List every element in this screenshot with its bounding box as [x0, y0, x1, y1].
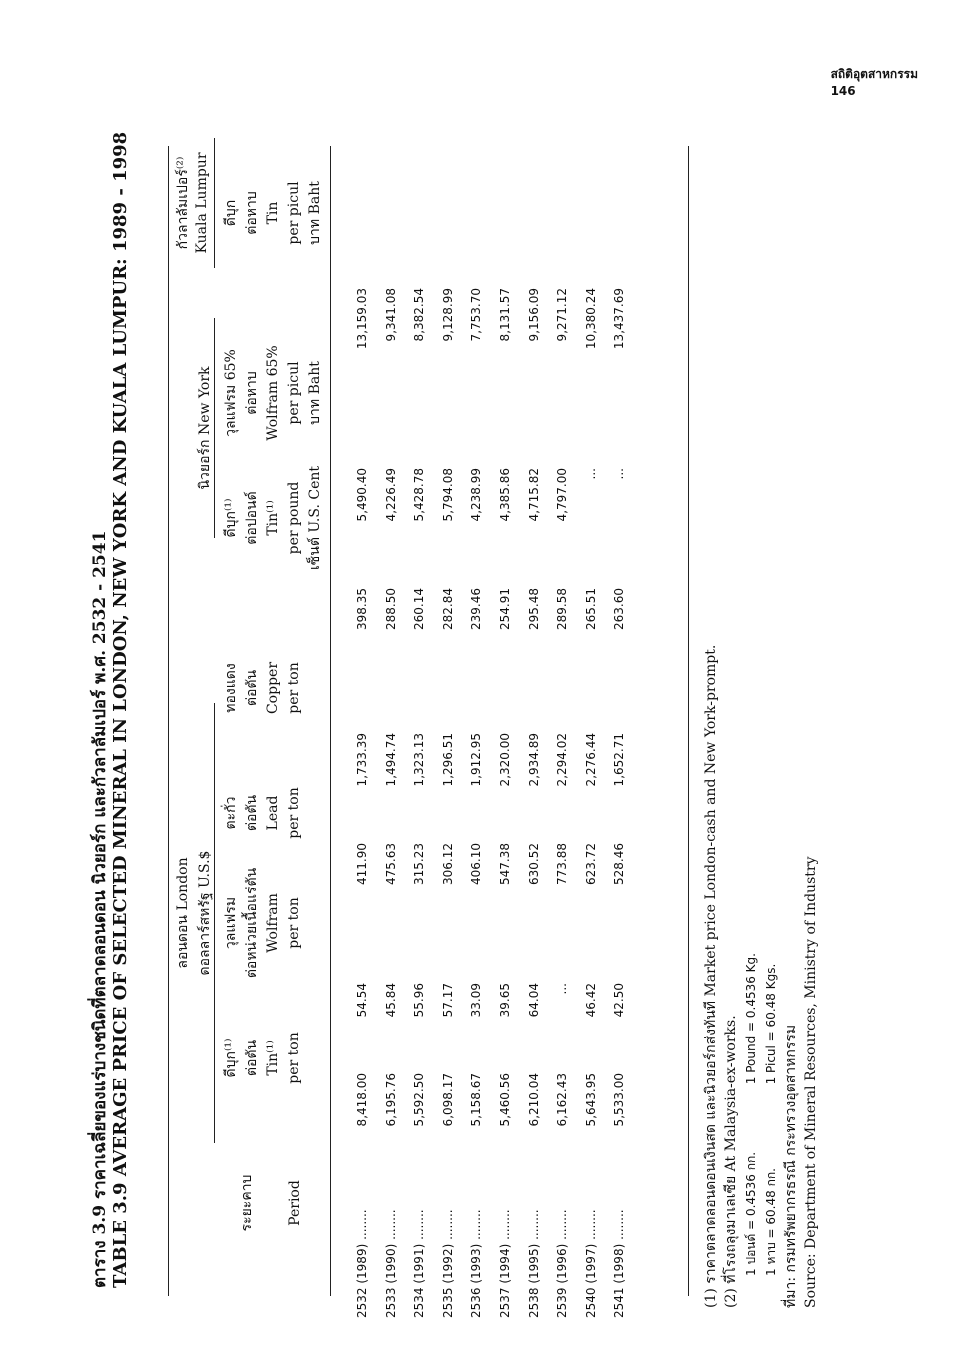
- column-header-1: [222, 1003, 327, 1113]
- row-value: 5,533.00: [612, 1073, 627, 1127]
- column-header-3: [222, 768, 327, 858]
- column-header-unit2: เซ็นต์ U.S. Cent: [307, 466, 323, 570]
- table-title-thai: ตาราง 3.9 ราคาเฉลี่ยของแร่บางชนิดที่ตลาดลอนดอน นิวยอร์ก และกัวลาลัมเปอร์ พ.ศ. 2532 - 2541: [90, 530, 110, 1288]
- row-value: 10,380.24: [583, 288, 598, 350]
- row-value: 282.84: [440, 588, 455, 630]
- column-header-unit2: [306, 848, 327, 998]
- column-header-th2: ต่อตัน: [244, 669, 260, 707]
- row-value: 7,753.70: [469, 288, 484, 342]
- row-value: 5,643.95: [583, 1073, 598, 1127]
- row-value: 547.38: [498, 843, 512, 885]
- row-value: 289.58: [555, 588, 570, 630]
- row-value: 6,162.43: [555, 1073, 570, 1127]
- column-header-0: [238, 1143, 358, 1263]
- row-value: 773.88: [555, 843, 570, 885]
- row-value: 4,385.86: [498, 468, 512, 522]
- table-row: [551, 158, 576, 1318]
- row-value: 33.09: [469, 983, 484, 1018]
- column-header-unit2: [306, 638, 327, 738]
- page-header-title: สถิติอุตสาหกรรม: [830, 67, 918, 81]
- row-value: 8,131.57: [498, 288, 512, 342]
- row-value: 64.04: [526, 983, 541, 1018]
- row-period: 2536 (1993) ........: [469, 1209, 484, 1318]
- row-value: 2,294.02: [555, 733, 570, 787]
- column-header-th: ระยะคาบ: [239, 1174, 255, 1232]
- newyork-underline: [214, 318, 215, 538]
- row-value: 46.42: [583, 983, 598, 1018]
- column-header-th: ตะกั่ว: [223, 796, 239, 830]
- column-header-th2: ต่อตัน: [244, 794, 260, 832]
- column-header-th2: [262, 1143, 286, 1263]
- table-row: [351, 158, 376, 1318]
- row-value: 13,159.03: [355, 288, 369, 350]
- row-period: 2534 (1991) ........: [412, 1209, 427, 1318]
- rotated-table-page: [86, 131, 886, 1318]
- row-value: 54.54: [355, 983, 369, 1018]
- column-header-th: ดีบุก⁽¹⁾: [223, 1038, 239, 1078]
- row-value: 398.35: [355, 588, 369, 630]
- column-header-en: Tin: [265, 201, 281, 225]
- row-value: 5,460.56: [498, 1073, 512, 1127]
- source-english: Source: Department of Mineral Resources, Ministry of Industry: [803, 856, 819, 1308]
- table-row: [580, 158, 605, 1318]
- table-row: [494, 158, 519, 1318]
- row-period: 2539 (1996) ........: [555, 1209, 570, 1318]
- page-header: [831, 66, 918, 100]
- page-number: 146: [830, 84, 856, 98]
- row-value: 13,437.69: [612, 288, 627, 350]
- group-london: [172, 683, 216, 1143]
- table-row: [408, 158, 433, 1318]
- row-value: 45.84: [383, 983, 398, 1018]
- column-header-th: วุลแฟรม: [223, 896, 239, 950]
- row-period: 2541 (1998) ........: [612, 1209, 627, 1318]
- column-header-en: Tin⁽¹⁾: [265, 500, 281, 536]
- column-header-unit: per ton: [286, 1032, 302, 1084]
- conversion-pound-en: 1 Pound = 0.4536 Kg.: [744, 953, 758, 1085]
- column-header-th: ทองแดง: [223, 663, 239, 713]
- row-value: 406.10: [469, 843, 484, 885]
- row-value: 5,592.50: [412, 1073, 427, 1127]
- column-header-th: ดีบุก⁽¹⁾: [223, 498, 239, 538]
- row-value: 528.46: [612, 843, 627, 885]
- row-value: 1,733.39: [355, 733, 369, 787]
- row-value: 55.96: [412, 983, 427, 1018]
- table-row: [465, 158, 490, 1318]
- row-value: 263.60: [612, 588, 627, 630]
- row-value: 9,271.12: [555, 288, 570, 342]
- row-value: 39.65: [498, 983, 512, 1018]
- row-period: 2540 (1997) ........: [583, 1209, 598, 1318]
- row-value: 4,715.82: [526, 468, 541, 522]
- row-value: 8,418.00: [355, 1073, 369, 1127]
- row-value: 265.51: [583, 588, 598, 630]
- row-value: 315.23: [412, 843, 427, 885]
- column-header-unit2: [306, 1003, 327, 1113]
- note-1: (1) ราคาตลาดลอนดอนเงินสด และนิวยอร์กส่งทันที Market price London-cash and New York-prompt.: [703, 644, 719, 1308]
- row-value: 2,320.00: [498, 733, 512, 787]
- column-header-unit: per pound: [286, 481, 302, 555]
- column-header-en: Tin⁽¹⁾: [265, 1040, 281, 1076]
- column-header-unit: per ton: [286, 897, 302, 949]
- top-rule: [168, 146, 169, 1296]
- column-header-unit: per picul: [286, 181, 302, 245]
- row-value: 42.50: [612, 983, 627, 1018]
- column-header-th2: ต่อหาบ: [244, 191, 260, 235]
- row-value: 5,794.08: [440, 468, 455, 522]
- notes: [701, 408, 821, 1308]
- conversion-picul: [761, 408, 781, 1308]
- row-value: 6,195.76: [383, 1073, 398, 1127]
- column-header-en: Lead: [265, 795, 281, 831]
- row-value: ...: [612, 468, 627, 480]
- row-value: 6,098.17: [440, 1073, 455, 1127]
- row-value: 4,238.99: [469, 468, 484, 522]
- column-header-2: [222, 848, 327, 998]
- row-period: 2533 (1990) ........: [383, 1209, 398, 1318]
- row-value: 306.12: [440, 843, 455, 885]
- bottom-rule: [688, 146, 689, 1296]
- row-value: 1,494.74: [383, 733, 398, 787]
- conversion-pound: [741, 408, 761, 1308]
- column-header-en: Wolfram: [265, 893, 281, 953]
- row-value: 288.50: [383, 588, 398, 630]
- conversion-pound-th: 1 ปอนด์ = 0.4536 กก.: [744, 1151, 758, 1276]
- note-2: (2) ที่โรงถลุงมาเลเซีย At Malaysia-ex-works.: [723, 1015, 739, 1308]
- row-value: 239.46: [469, 588, 484, 630]
- group-kuala-lumpur: [172, 138, 210, 268]
- group-kl-label-en: Kuala Lumpur: [194, 152, 210, 254]
- column-header-unit: per ton: [286, 787, 302, 839]
- row-value: 9,341.08: [383, 288, 398, 342]
- row-value: 4,797.00: [555, 468, 570, 522]
- column-header-6: [222, 338, 327, 448]
- column-header-5: [222, 463, 327, 573]
- table-title-english: TABLE 3.9 AVERAGE PRICE OF SELECTED MINERAL IN LONDON, NEW YORK AND KUALA LUMPUR: 1989 - 1998: [110, 131, 131, 1288]
- row-value: ...: [555, 983, 570, 995]
- row-value: 9,128.99: [440, 288, 455, 342]
- row-value: 1,912.95: [469, 733, 484, 787]
- row-period: 2538 (1995) ........: [526, 1209, 541, 1318]
- column-header-4: [222, 638, 327, 738]
- row-value: 9,156.09: [526, 288, 541, 342]
- conversion-picul-th: 1 หาบ = 60.48 กก.: [764, 1168, 778, 1276]
- column-header-th2: ต่อหาบ: [244, 371, 260, 415]
- row-value: 2,276.44: [583, 733, 598, 787]
- column-header-th2: ต่อปอนด์: [244, 491, 260, 545]
- header-rule: [330, 146, 331, 1296]
- row-period: 2535 (1992) ........: [440, 1209, 455, 1318]
- table-row: [380, 158, 405, 1318]
- column-header-th: ดีบุก: [223, 199, 239, 227]
- source-thai: ที่มา: กรมทรัพยากรธรณี กระทรวงอุตสาหกรรม: [783, 1024, 799, 1308]
- column-header-th: วุลแฟรม 65%: [223, 349, 239, 437]
- column-header-7: [222, 158, 327, 268]
- group-london-unit: ดอลลาร์สหรัฐ U.S.$: [197, 850, 213, 976]
- row-value: 8,382.54: [412, 288, 427, 342]
- row-value: 6,210.04: [526, 1073, 541, 1127]
- row-value: 5,158.67: [469, 1073, 484, 1127]
- row-value: 1,296.51: [440, 733, 455, 787]
- row-value: 623.72: [583, 843, 598, 885]
- row-value: 1,652.71: [612, 733, 627, 787]
- conversion-picul-en: 1 Picul = 60.48 Kgs.: [764, 963, 778, 1085]
- kl-underline: [214, 138, 215, 268]
- column-header-unit: per picul: [286, 361, 302, 425]
- row-value: 295.48: [526, 588, 541, 630]
- row-value: 1,323.13: [412, 733, 427, 787]
- column-header-en: Copper: [265, 661, 281, 715]
- row-value: 2,934.89: [526, 733, 541, 787]
- table-row: [437, 158, 462, 1318]
- row-value: 4,226.49: [383, 468, 398, 522]
- column-header-unit2: บาท Baht: [307, 361, 323, 425]
- row-value: ...: [583, 468, 598, 480]
- row-value: 260.14: [412, 588, 427, 630]
- row-value: 254.91: [498, 588, 512, 630]
- row-value: 5,490.40: [355, 468, 369, 522]
- column-header-unit2: [306, 768, 327, 858]
- table-row: [523, 158, 548, 1318]
- column-header-unit2: บาท Baht: [307, 181, 323, 245]
- group-london-label: ลอนดอน London: [175, 857, 191, 969]
- column-header-en: Wolfram 65%: [265, 345, 281, 441]
- column-header-unit: per ton: [286, 662, 302, 714]
- group-newyork: นิวยอร์ก New York: [197, 366, 213, 490]
- column-header-th2: ต่อหน่วยเนื้อแร่ตัน: [244, 867, 260, 979]
- london-underline: [214, 703, 215, 1143]
- column-header-th2: ต่อตัน: [244, 1039, 260, 1077]
- table-row: [608, 158, 633, 1318]
- row-value: 630.52: [526, 843, 541, 885]
- row-value: 411.90: [355, 843, 369, 885]
- row-period: 2532 (1989) ........: [355, 1209, 369, 1318]
- row-value: 475.63: [383, 843, 398, 885]
- group-kl-label: กัวลาลัมเปอร์⁽²⁾: [175, 156, 191, 250]
- row-value: 57.17: [440, 983, 455, 1018]
- row-value: 5,428.78: [412, 468, 427, 522]
- row-period: 2537 (1994) ........: [498, 1209, 512, 1318]
- column-header-en: Period: [287, 1180, 303, 1226]
